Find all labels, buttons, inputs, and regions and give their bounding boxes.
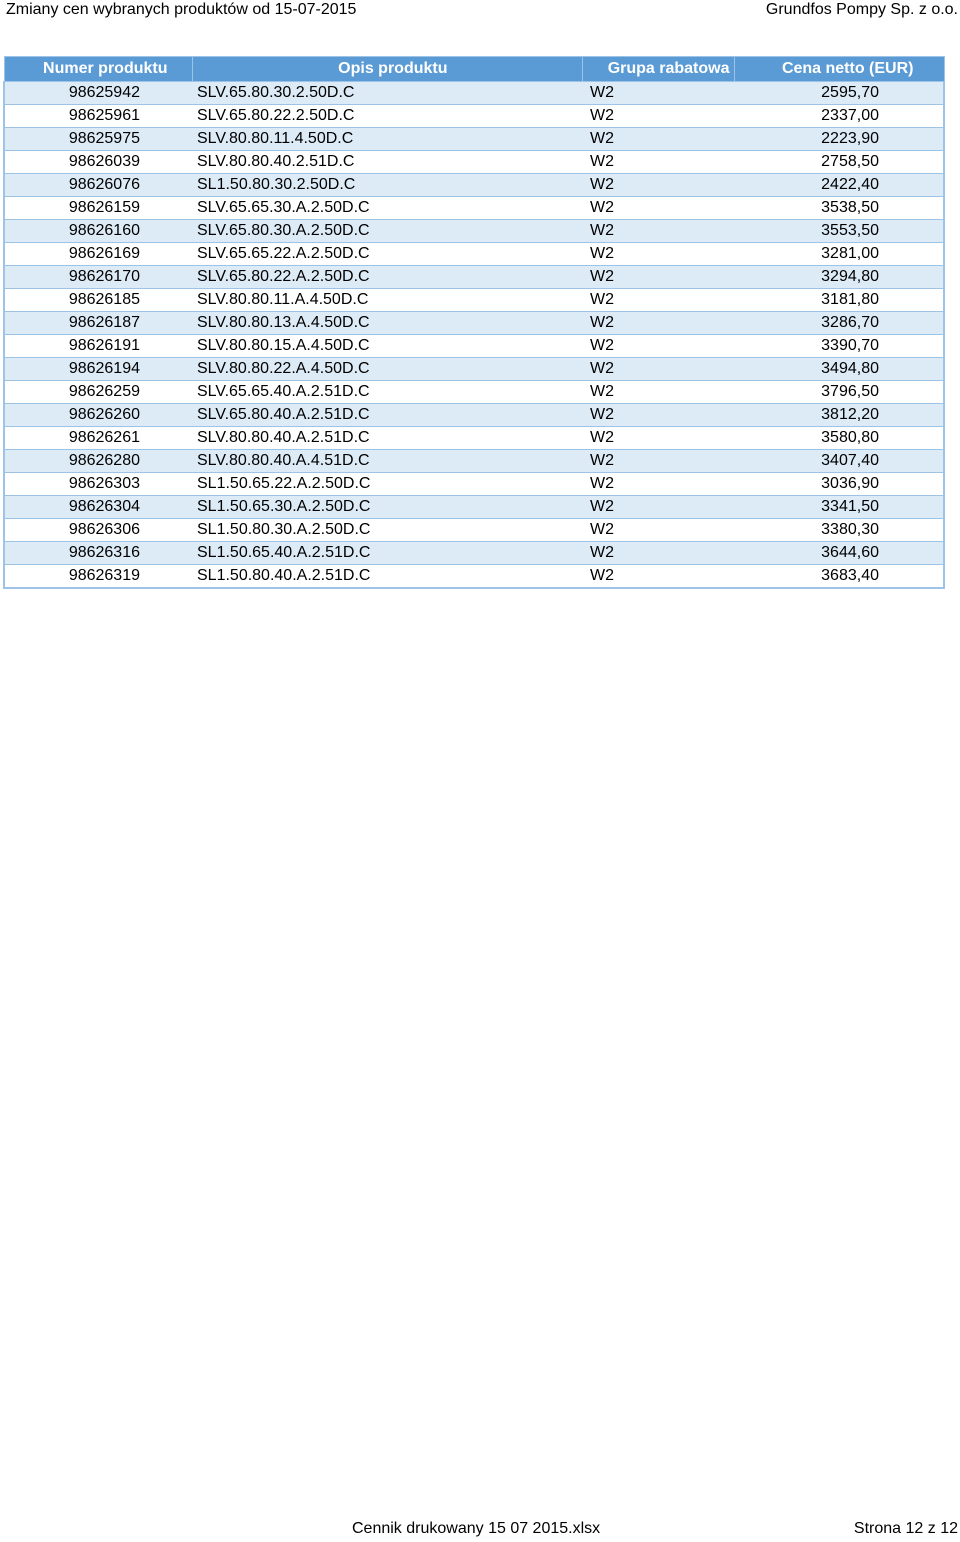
discount-group-cell: W2	[582, 82, 734, 105]
table-row	[4, 105, 944, 128]
description-cell: SL1.50.65.40.A.2.51D.C	[192, 542, 582, 565]
product-number-cell: 98626076	[4, 174, 192, 197]
table-row	[4, 289, 944, 312]
description-cell: SLV.65.65.40.A.2.51D.C	[192, 381, 582, 404]
table-body	[4, 82, 944, 589]
net-price-cell: 3181,80	[734, 289, 944, 312]
description-cell: SLV.65.80.30.2.50D.C	[192, 82, 582, 105]
net-price-cell: 3286,70	[734, 312, 944, 335]
product-number-cell: 98626187	[4, 312, 192, 335]
table-header-row	[4, 57, 944, 82]
product-number-cell: 98626319	[4, 565, 192, 589]
document-title: Zmiany cen wybranych produktów od 15-07-2015	[6, 1, 357, 18]
discount-group-cell: W2	[582, 450, 734, 473]
table-row	[4, 335, 944, 358]
description-cell: SL1.50.80.30.A.2.50D.C	[192, 519, 582, 542]
net-price-cell: 3538,50	[734, 197, 944, 220]
net-price-cell: 2422,40	[734, 174, 944, 197]
description-cell: SLV.80.80.11.A.4.50D.C	[192, 289, 582, 312]
net-price-cell: 3390,70	[734, 335, 944, 358]
description-cell: SLV.65.80.40.A.2.51D.C	[192, 404, 582, 427]
description-cell: SL1.50.80.40.A.2.51D.C	[192, 565, 582, 589]
product-number-cell: 98626159	[4, 197, 192, 220]
description-cell: SLV.80.80.13.A.4.50D.C	[192, 312, 582, 335]
page-footer	[0, 1519, 960, 1541]
net-price-cell: 3380,30	[734, 519, 944, 542]
table-row	[4, 381, 944, 404]
price-table	[3, 56, 945, 589]
description-cell: SL1.50.65.30.A.2.50D.C	[192, 496, 582, 519]
description-cell: SLV.65.65.30.A.2.50D.C	[192, 197, 582, 220]
description-cell: SL1.50.65.22.A.2.50D.C	[192, 473, 582, 496]
table-row	[4, 266, 944, 289]
product-number-cell: 98626303	[4, 473, 192, 496]
discount-group-cell: W2	[582, 151, 734, 174]
column-header-net-price: Cena netto (EUR)	[734, 57, 944, 82]
discount-group-cell: W2	[582, 381, 734, 404]
net-price-cell: 3494,80	[734, 358, 944, 381]
product-number-cell: 98626191	[4, 335, 192, 358]
product-number-cell: 98626039	[4, 151, 192, 174]
product-number-cell: 98626316	[4, 542, 192, 565]
table-row	[4, 151, 944, 174]
table-row	[4, 496, 944, 519]
table-row	[4, 565, 944, 589]
table-row	[4, 220, 944, 243]
product-number-cell: 98626280	[4, 450, 192, 473]
net-price-cell: 3281,00	[734, 243, 944, 266]
net-price-cell: 3553,50	[734, 220, 944, 243]
column-header-discount-group: Grupa rabatowa	[582, 57, 734, 82]
discount-group-cell: W2	[582, 496, 734, 519]
file-name: Cennik drukowany 15 07 2015.xlsx	[352, 1520, 601, 1537]
description-cell: SLV.65.80.22.A.2.50D.C	[192, 266, 582, 289]
discount-group-cell: W2	[582, 542, 734, 565]
table-row	[4, 312, 944, 335]
product-number-cell: 98626160	[4, 220, 192, 243]
description-cell: SL1.50.80.30.2.50D.C	[192, 174, 582, 197]
discount-group-cell: W2	[582, 519, 734, 542]
discount-group-cell: W2	[582, 289, 734, 312]
table-row	[4, 197, 944, 220]
table-row	[4, 404, 944, 427]
discount-group-cell: W2	[582, 220, 734, 243]
product-number-cell: 98626169	[4, 243, 192, 266]
product-number-cell: 98625942	[4, 82, 192, 105]
discount-group-cell: W2	[582, 128, 734, 151]
product-number-cell: 98625961	[4, 105, 192, 128]
product-number-cell: 98626260	[4, 404, 192, 427]
product-number-cell: 98626194	[4, 358, 192, 381]
table-row	[4, 519, 944, 542]
column-header-description: Opis produktu	[192, 57, 582, 82]
discount-group-cell: W2	[582, 105, 734, 128]
description-cell: SLV.80.80.40.A.4.51D.C	[192, 450, 582, 473]
product-number-cell: 98626185	[4, 289, 192, 312]
description-cell: SLV.80.80.40.A.2.51D.C	[192, 427, 582, 450]
product-number-cell: 98626306	[4, 519, 192, 542]
table-row	[4, 82, 944, 105]
product-number-cell: 98626304	[4, 496, 192, 519]
table-row	[4, 450, 944, 473]
product-number-cell: 98625975	[4, 128, 192, 151]
net-price-cell: 3644,60	[734, 542, 944, 565]
column-header-product-number: Numer produktu	[4, 57, 192, 82]
description-cell: SLV.65.80.22.2.50D.C	[192, 105, 582, 128]
table-row	[4, 473, 944, 496]
net-price-cell: 3683,40	[734, 565, 944, 589]
description-cell: SLV.80.80.40.2.51D.C	[192, 151, 582, 174]
discount-group-cell: W2	[582, 197, 734, 220]
table-row	[4, 427, 944, 450]
net-price-cell: 3294,80	[734, 266, 944, 289]
net-price-cell: 2595,70	[734, 82, 944, 105]
discount-group-cell: W2	[582, 335, 734, 358]
discount-group-cell: W2	[582, 174, 734, 197]
page-number: Strona 12 z 12	[853, 1520, 958, 1537]
net-price-cell: 3036,90	[734, 473, 944, 496]
net-price-cell: 2337,00	[734, 105, 944, 128]
discount-group-cell: W2	[582, 565, 734, 589]
description-cell: SLV.65.65.22.A.2.50D.C	[192, 243, 582, 266]
net-price-cell: 3407,40	[734, 450, 944, 473]
product-number-cell: 98626261	[4, 427, 192, 450]
net-price-cell: 3580,80	[734, 427, 944, 450]
company-name: Grundfos Pompy Sp. z o.o.	[765, 1, 958, 18]
discount-group-cell: W2	[582, 427, 734, 450]
product-number-cell: 98626170	[4, 266, 192, 289]
net-price-cell: 2758,50	[734, 151, 944, 174]
net-price-cell: 3812,20	[734, 404, 944, 427]
page-header	[0, 0, 960, 22]
discount-group-cell: W2	[582, 243, 734, 266]
net-price-cell: 2223,90	[734, 128, 944, 151]
product-number-cell: 98626259	[4, 381, 192, 404]
description-cell: SLV.80.80.22.A.4.50D.C	[192, 358, 582, 381]
discount-group-cell: W2	[582, 358, 734, 381]
description-cell: SLV.65.80.30.A.2.50D.C	[192, 220, 582, 243]
discount-group-cell: W2	[582, 266, 734, 289]
discount-group-cell: W2	[582, 473, 734, 496]
table-row	[4, 174, 944, 197]
description-cell: SLV.80.80.15.A.4.50D.C	[192, 335, 582, 358]
net-price-cell: 3796,50	[734, 381, 944, 404]
discount-group-cell: W2	[582, 404, 734, 427]
discount-group-cell: W2	[582, 312, 734, 335]
net-price-cell: 3341,50	[734, 496, 944, 519]
table-row	[4, 542, 944, 565]
description-cell: SLV.80.80.11.4.50D.C	[192, 128, 582, 151]
table-row	[4, 128, 944, 151]
table-row	[4, 243, 944, 266]
table-row	[4, 358, 944, 381]
